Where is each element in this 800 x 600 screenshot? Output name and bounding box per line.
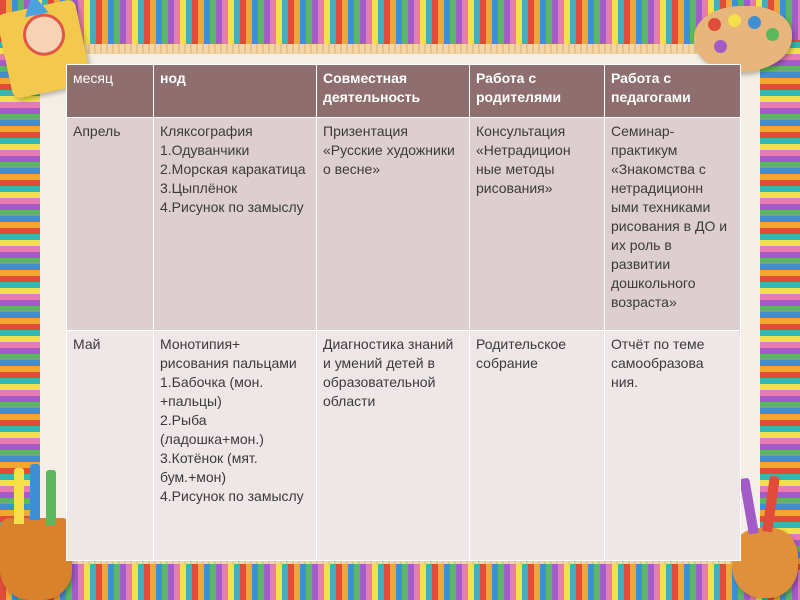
header-work-with-teachers: Работа с педагогами xyxy=(605,65,741,118)
nod-item: 1.Бабочка (мон. +пальцы) xyxy=(160,374,268,409)
crayon-icon xyxy=(14,468,24,524)
cell-work-with-parents: Родительское собрание xyxy=(470,331,605,561)
nod-item: 3.Котёнок (мят. бум.+мон) xyxy=(160,450,262,485)
pencil-border-bottom xyxy=(0,564,800,600)
header-nod: нод xyxy=(154,65,317,118)
cell-work-with-teachers: Отчёт по теме самообразова ния. xyxy=(605,331,741,561)
plan-table-container xyxy=(66,64,740,561)
crayon-icon xyxy=(30,464,40,520)
cell-month: Май xyxy=(67,331,154,561)
nod-item: 3.Цыплёнок xyxy=(160,180,238,196)
cell-work-with-teachers: Семинар-практикум «Знакомства с нетрадиционн ыми техниками рисования в ДО и их роль в развитии дошкольного возраста» xyxy=(605,118,741,331)
pencil-border-right xyxy=(760,40,800,570)
nod-item: 4.Рисунок по замыслу xyxy=(160,199,304,215)
pencil-border-top xyxy=(0,0,800,44)
table-row xyxy=(67,331,741,561)
pencil-pot-icon xyxy=(0,518,72,600)
nod-item: 1.Одуванчики xyxy=(160,142,250,158)
header-joint-activity: Совместная деятельность xyxy=(317,65,470,118)
nod-item: Монотипия+ рисования пальцами xyxy=(160,336,297,371)
nod-item: 4.Рисунок по замыслу xyxy=(160,488,304,504)
crayon-icon xyxy=(739,478,759,535)
cell-work-with-parents: Консультация «Нетрадицион ные методы рисования» xyxy=(470,118,605,331)
crayon-icon xyxy=(46,470,56,526)
cell-nod xyxy=(154,331,317,561)
plan-table xyxy=(66,64,741,561)
cell-joint-activity: Призентация «Русские художники о весне» xyxy=(317,118,470,331)
nod-item: 2.Морская каракатица xyxy=(160,161,306,177)
header-work-with-parents: Работа с родителями xyxy=(470,65,605,118)
cell-joint-activity: Диагностика знаний и умений детей в образовательной области xyxy=(317,331,470,561)
cell-nod xyxy=(154,118,317,331)
nod-item: Кляксография xyxy=(160,123,253,139)
nod-item: 2.Рыба (ладошка+мон.) xyxy=(160,412,264,447)
table-row xyxy=(67,118,741,331)
header-month: месяц xyxy=(67,65,154,118)
brush-pot-icon xyxy=(732,528,798,598)
cell-month: Апрель xyxy=(67,118,154,331)
table-header-row xyxy=(67,65,741,118)
